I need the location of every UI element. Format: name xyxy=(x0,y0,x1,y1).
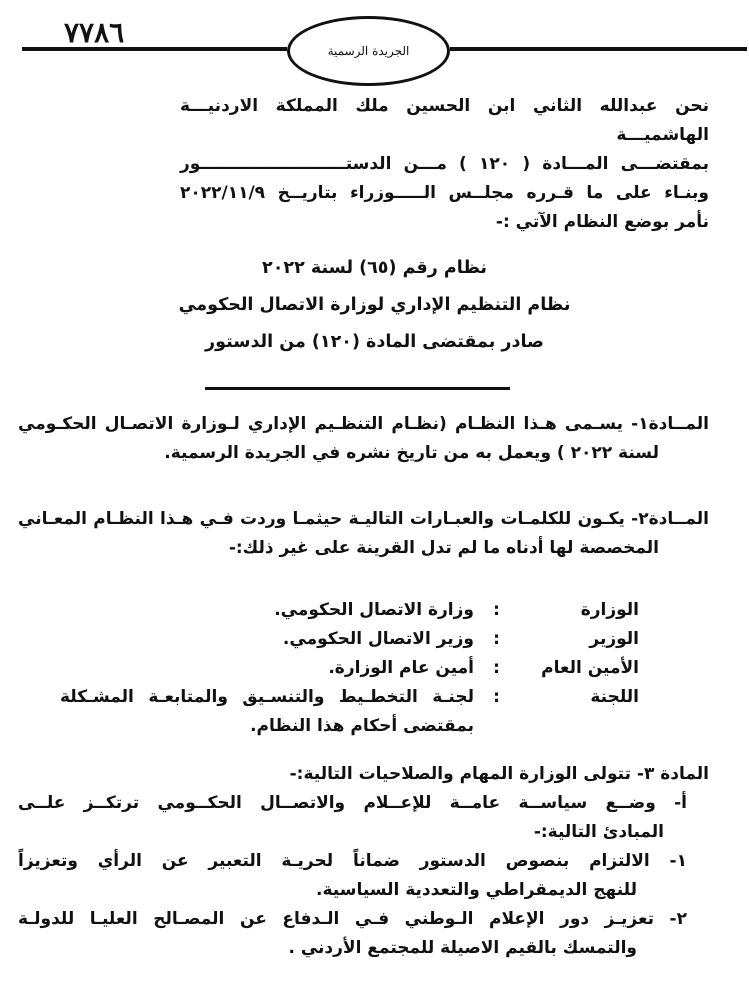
definition-colon: : xyxy=(493,658,500,678)
definition-value-continuation: بمقتضى أحكام هذا النظام. xyxy=(250,716,474,736)
principle-2-line: ٢- تعزيـز دور الإعلام الـوطني فـي الـدفاع عن المصـالح العليـا للدولـة xyxy=(18,909,687,929)
definition-value: لجنـة التخطـيط والتنسـيق والمتابعـة المشـكلة xyxy=(60,687,474,707)
regulation-name: نظام التنظيم الإداري لوزارة الاتصال الحكومي xyxy=(178,295,571,315)
article-line: المــادة١- يسـمى هـذا النظـام (نظـام التنظـيم الإداري لـوزارة الاتصـال الحكـومي xyxy=(18,414,709,434)
definition-row xyxy=(60,654,639,683)
definitions-list xyxy=(60,596,639,741)
definition-term: الوزير xyxy=(589,629,639,649)
gazette-emblem-oval xyxy=(287,16,450,86)
definition-colon-empty xyxy=(474,712,519,741)
royal-preamble xyxy=(180,92,709,237)
section-divider xyxy=(205,387,510,390)
clause-a-line: أ- وضــع سياســة عامــة للإعــلام والاتصــال الحكــومي ترتكــز علــى xyxy=(18,793,687,813)
article-line: لسنة ٢٠٢٢ ) ويعمل به من تاريخ نشره في الجريدة الرسمية. xyxy=(164,443,659,463)
article-line: المــادة٢- يكـون للكلمـات والعبـارات التاليـة حيثمـا وردت فـي هـذا النظـام المعـاني xyxy=(18,509,709,529)
definition-colon: : xyxy=(493,600,500,620)
definition-colon: : xyxy=(493,687,500,707)
definition-row xyxy=(60,683,639,712)
definition-value: وزير الاتصال الحكومي. xyxy=(282,629,474,649)
article-1 xyxy=(18,410,709,468)
definition-term: الأمين العام xyxy=(541,658,639,678)
definition-term-empty xyxy=(519,712,639,741)
principle-1-line: للنهج الديمقراطي والتعددية السياسية. xyxy=(316,880,637,900)
definition-value: أمين عام الوزارة. xyxy=(328,658,474,678)
definition-term: اللجنة xyxy=(590,687,639,707)
issued-under: صادر بمقتضى المادة (١٢٠) من الدستور xyxy=(205,332,544,352)
page-number: ٧٧٨٦ xyxy=(64,16,125,49)
principle-1-line: ١- الالتزام بنصوص الدستور ضماناً لحريـة التعبير عن الرأي وتعزيزاً xyxy=(18,851,687,871)
article-2 xyxy=(18,505,709,563)
definition-colon: : xyxy=(493,629,500,649)
preamble-line: وبنـاء على ما قـرره مجلــس الـــــوزراء بتاريــخ ٢٠٢٢/١١/٩ xyxy=(180,183,709,203)
preamble-line: نأمر بوضع النظام الآتي :- xyxy=(495,212,709,232)
preamble-line: بمقتضـــى المـــادة ( ١٢٠ ) مـــن الدستـــــــــــــــــــــــــور xyxy=(180,154,709,174)
definition-term: الوزارة xyxy=(580,600,639,620)
regulation-titles xyxy=(100,250,649,361)
article-3 xyxy=(18,760,709,963)
header-rule-left xyxy=(22,47,287,51)
definition-row xyxy=(60,625,639,654)
clause-a-line: المبادئ التالية:- xyxy=(533,822,664,842)
article-line: المادة ٣- تتولى الوزارة المهام والصلاحيات التالية:- xyxy=(289,764,709,784)
principle-2-line: والتمسك بالقيم الاصيلة للمجتمع الأردني . xyxy=(288,938,637,958)
definition-value: وزارة الاتصال الحكومي. xyxy=(274,600,474,620)
definition-continuation-row xyxy=(60,712,639,741)
header-rule-right xyxy=(450,47,747,51)
article-line: المخصصة لها أدناه ما لم تدل القرينة على غير ذلك:- xyxy=(228,538,659,558)
definition-row xyxy=(60,596,639,625)
preamble-line: نحن عبدالله الثاني ابن الحسين ملك المملكة الاردنيـــة الهاشميـــة xyxy=(180,96,709,145)
gazette-name: الجريدة الرسمية xyxy=(327,44,410,58)
regulation-number: نظام رقم (٦٥) لسنة ٢٠٢٢ xyxy=(262,258,487,278)
